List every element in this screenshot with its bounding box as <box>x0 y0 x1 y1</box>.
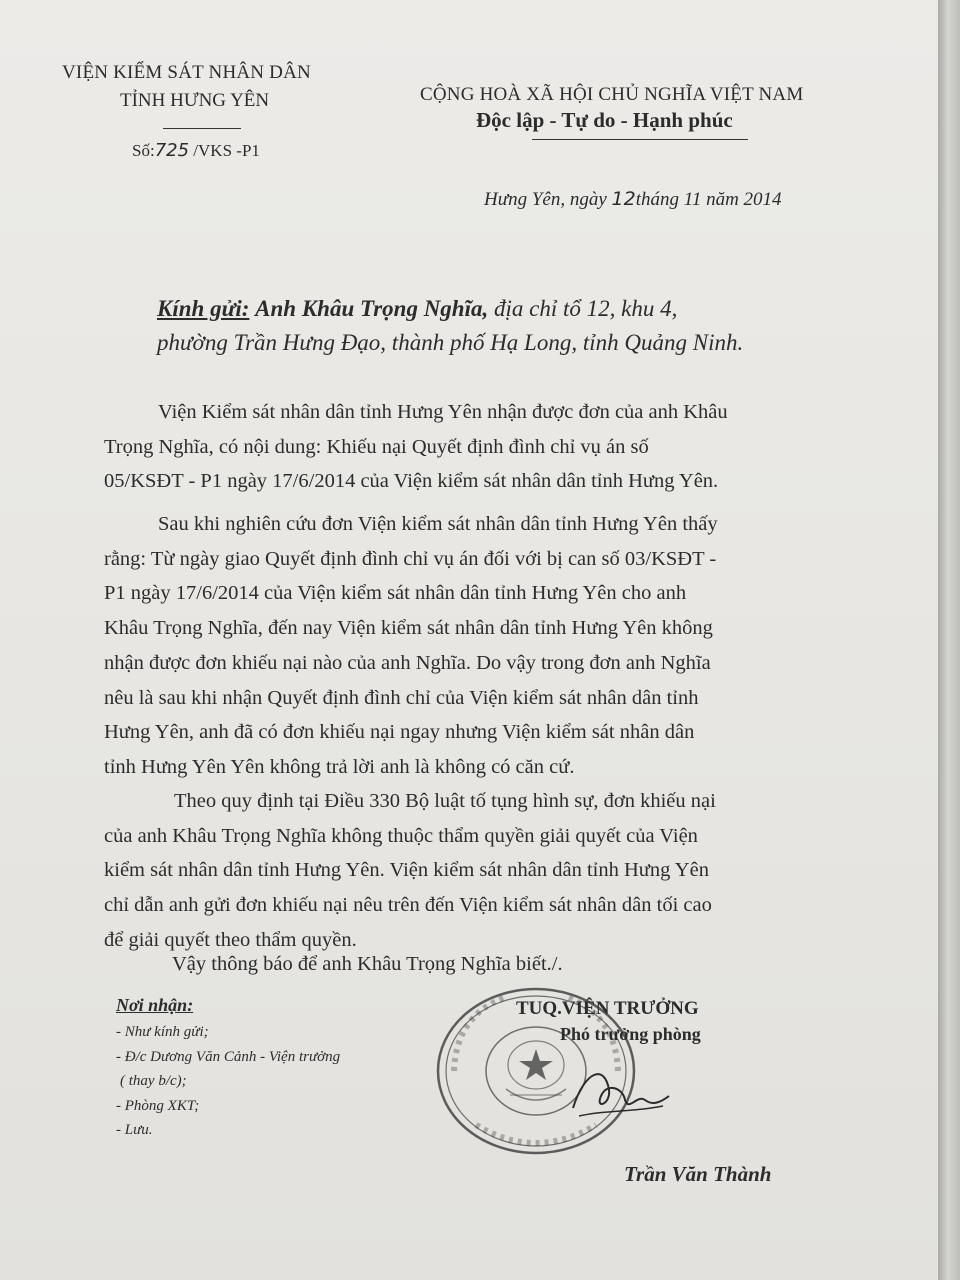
body-paragraph-2 <box>104 507 821 785</box>
body-paragraph-1 <box>104 395 821 499</box>
paragraph-line: kiểm sát nhân dân tỉnh Hưng Yên. Viện kiểm sát nhân dân tỉnh Hưng Yên <box>104 859 709 882</box>
agency-underline <box>163 128 241 129</box>
issuing-agency-line1: VIỆN KIỂM SÁT NHÂN DÂN <box>62 62 311 83</box>
receivers-list <box>116 1020 340 1143</box>
receiver-item: - Lưu. <box>116 1122 153 1138</box>
recipient-line1 <box>157 296 677 322</box>
place-date-line <box>484 188 782 211</box>
receiver-item: - Như kính gửi; <box>116 1024 209 1040</box>
recipient-label: Kính gửi: <box>157 296 250 321</box>
recipient-address-part2: phường Trần Hưng Đạo, thành phố Hạ Long, tỉnh Quảng Ninh. <box>157 330 744 355</box>
paragraph-line: để giải quyết theo thẩm quyền. <box>104 928 357 951</box>
paragraph-line: P1 ngày 17/6/2014 của Viện kiểm sát nhân dân tỉnh Hưng Yên cho anh <box>104 582 687 605</box>
handwritten-signature <box>565 1060 675 1130</box>
signer-name: Trần Văn Thành <box>624 1162 772 1186</box>
national-title: CỘNG HOÀ XÃ HỘI CHỦ NGHĨA VIỆT NAM <box>420 84 804 105</box>
motto-underline <box>532 139 748 140</box>
date-prefix: Hưng Yên, ngày <box>484 189 607 210</box>
paragraph-line: Theo quy định tại Điều 330 Bộ luật tố tụng hình sự, đơn khiếu nại <box>174 790 716 812</box>
recipient-name: Anh Khâu Trọng Nghĩa, <box>255 296 489 321</box>
signature-position: Phó trưởng phòng <box>560 1024 701 1044</box>
paragraph-line: nêu là sau khi nhận Quyết định đình chỉ của Viện kiểm sát nhân dân tỉnh <box>104 686 699 709</box>
date-handwritten-day: 12 <box>611 188 636 210</box>
document-number-handwritten: 725 <box>154 140 190 161</box>
recipient-address-part1: địa chỉ tổ 12, khu 4, <box>493 296 678 321</box>
receivers-title: Nơi nhận: <box>116 995 194 1015</box>
paragraph-line: 05/KSĐT - P1 ngày 17/6/2014 của Viện kiểm sát nhân dân tỉnh Hưng Yên. <box>104 470 719 493</box>
date-suffix: tháng 11 năm 2014 <box>635 189 782 210</box>
document-number-suffix: /VKS -P1 <box>193 141 260 160</box>
paragraph-line: Khâu Trọng Nghĩa, đến nay Viện kiểm sát nhân dân tỉnh Hưng Yên không <box>104 617 713 640</box>
paragraph-line: Viện Kiểm sát nhân dân tỉnh Hưng Yên nhận được đơn của anh Khâu <box>158 401 728 423</box>
paragraph-line: Sau khi nghiên cứu đơn Viện kiểm sát nhân dân tỉnh Hưng Yên thấy <box>158 513 718 535</box>
paragraph-line: Hưng Yên, anh đã có đơn khiếu nại ngay nhưng Viện kiểm sát nhân dân <box>104 721 695 744</box>
paragraph-line: Trọng Nghĩa, có nội dung: Khiếu nại Quyết định đình chỉ vụ án số <box>104 435 649 458</box>
document-number-prefix: Số: <box>132 141 155 160</box>
paragraph-line: tỉnh Hưng Yên Yên không trả lời anh là không có căn cứ. <box>104 755 575 778</box>
background-edge <box>938 0 960 1280</box>
paragraph-line: rằng: Từ ngày giao Quyết định đình chỉ vụ án đối với bị can số 03/KSĐT - <box>104 547 717 570</box>
receiver-item: - Đ/c Dương Văn Cảnh - Viện trưởng <box>116 1048 341 1065</box>
receiver-item: ( thay b/c); <box>120 1073 187 1089</box>
issuing-agency-line2: TỈNH HƯNG YÊN <box>120 90 270 111</box>
national-motto: Độc lập - Tự do - Hạnh phúc <box>476 108 733 132</box>
signature-authority: TUQ.VIỆN TRƯỞNG <box>516 998 699 1019</box>
receiver-item: - Phòng XKT; <box>116 1097 200 1114</box>
paragraph-line: của anh Khâu Trọng Nghĩa không thuộc thẩm quyền giải quyết của Viện <box>104 824 698 847</box>
paragraph-line: chỉ dẫn anh gửi đơn khiếu nại nêu trên đến Viện kiểm sát nhân dân tối cao <box>104 894 712 917</box>
document-number <box>132 140 260 161</box>
closing-sentence: Vậy thông báo để anh Khâu Trọng Nghĩa biết./. <box>172 953 563 975</box>
body-paragraph-3 <box>104 784 821 958</box>
paragraph-line: nhận được đơn khiếu nại nào của anh Nghĩa. Do vậy trong đơn anh Nghĩa <box>104 651 711 674</box>
